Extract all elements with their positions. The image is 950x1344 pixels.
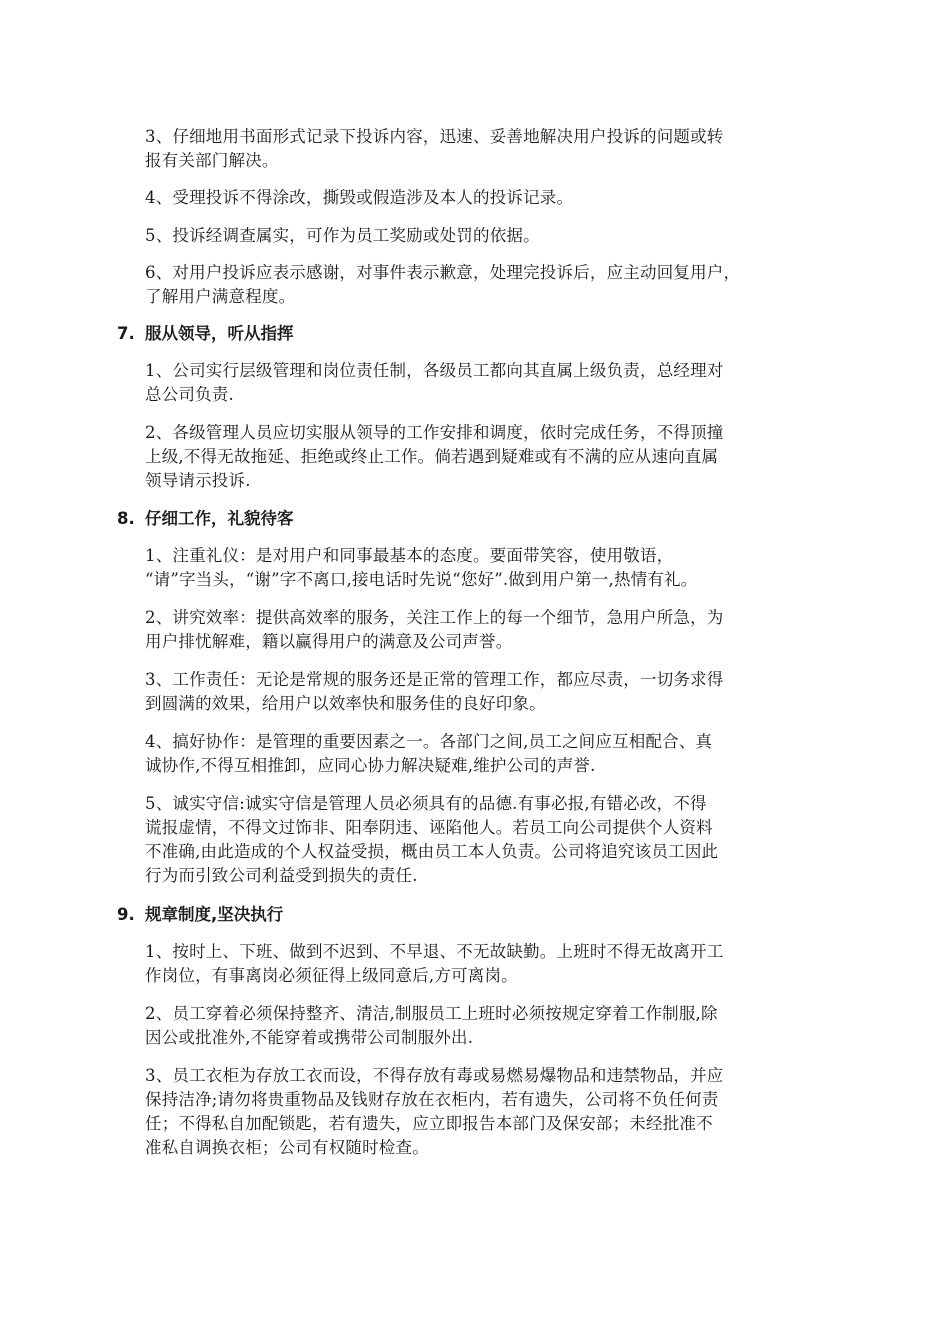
text-line: 谎报虚情，不得文过饰非、阳奉阴违、诬陷他人。若员工向公司提供个人资料 (145, 818, 713, 837)
text-line: 上级,不得无故拖延、拒绝或终止工作。倘若遇到疑难或有不满的应从速向直属 (145, 447, 719, 466)
text-line: 4、搞好协作：是管理的重要因素之一。各部门之间,员工之间应互相配合、真 (145, 732, 713, 751)
text-line: 3、工作责任：无论是常规的服务还是正常的管理工作，都应尽责，一切务求得 (145, 670, 724, 689)
section-title: 服从领导，听从指挥 (145, 324, 294, 343)
text-line: 3、仔细地用书面形式记录下投诉内容，迅速、妥善地解决用户投诉的问题或转 (145, 127, 724, 146)
text-line: 到圆满的效果，给用户以效率快和服务佳的良好印象。 (145, 694, 546, 713)
paragraph-rules-1 (145, 940, 820, 988)
text-line: 领导请示投诉. (145, 471, 251, 490)
section-number: 9. (117, 905, 135, 924)
text-line: 3、员工衣柜为存放工衣而设，不得存放有毒或易燃易爆物品和违禁物品，并应 (145, 1066, 724, 1085)
section-title: 规章制度,坚决执行 (145, 905, 284, 924)
paragraph-leadership-2 (145, 421, 820, 493)
text-line: 2、各级管理人员应切实服从领导的工作安排和调度，依时完成任务，不得顶撞 (145, 423, 724, 442)
section-heading-9 (117, 903, 283, 927)
text-line: 总公司负责. (145, 385, 234, 404)
text-line: 作岗位，有事离岗必须征得上级同意后,方可离岗。 (145, 966, 518, 985)
text-line: 1、公司实行层级管理和岗位责任制，各级员工都向其直属上级负责，总经理对 (145, 361, 724, 380)
text-line: 不准确,由此造成的个人权益受损，概由员工本人负责。公司将追究该员工因此 (145, 842, 719, 861)
text-line: 1、注重礼仪：是对用户和同事最基本的态度。要面带笑容，使用敬语， (145, 546, 674, 565)
text-line: 6、对用户投诉应表示感谢，对事件表示歉意，处理完投诉后，应主动回复用户， (145, 263, 741, 282)
paragraph-complaint-4 (145, 186, 820, 210)
paragraph-rules-2 (145, 1002, 820, 1050)
paragraph-courtesy-5 (145, 792, 820, 888)
text-line: 用户排忧解难，籍以赢得用户的满意及公司声誉。 (145, 632, 513, 651)
text-line: 报有关部门解决。 (145, 151, 279, 170)
text-line: 了解用户满意程度。 (145, 287, 296, 306)
text-line: 2、讲究效率：提供高效率的服务，关注工作上的每一个细节，急用户所急，为 (145, 608, 724, 627)
paragraph-complaint-5 (145, 224, 820, 248)
paragraph-complaint-6 (145, 261, 820, 309)
paragraph-courtesy-3 (145, 668, 820, 716)
paragraph-complaint-3 (145, 125, 820, 173)
paragraph-leadership-1 (145, 359, 820, 407)
text-line: 4、受理投诉不得涂改，撕毁或假造涉及本人的投诉记录。 (145, 188, 574, 207)
text-line: 保持洁净;请勿将贵重物品及钱财存放在衣柜内，若有遗失，公司将不负任何责 (145, 1090, 719, 1109)
text-line: 任；不得私自加配锁匙，若有遗失，应立即报告本部门及保安部；未经批准不 (145, 1114, 713, 1133)
paragraph-courtesy-1 (145, 544, 820, 592)
section-heading-7 (117, 322, 294, 346)
text-line: 因公或批准外,不能穿着或携带公司制服外出. (145, 1028, 474, 1047)
section-number: 8. (117, 509, 135, 528)
section-number: 7. (117, 324, 135, 343)
text-line: 诚协作,不得互相推卸，应同心协力解决疑难,维护公司的声誉. (145, 756, 596, 775)
section-title: 仔细工作，礼貌待客 (145, 509, 294, 528)
text-line: 1、按时上、下班、做到不迟到、不早退、不无故缺勤。上班时不得无故离开工 (145, 942, 724, 961)
text-line: 5、投诉经调查属实，可作为员工奖励或处罚的依据。 (145, 226, 540, 245)
text-line: “请”字当头，“谢”字不离口,接电话时先说“您好”.做到用户第一,热情有礼。 (145, 570, 698, 589)
paragraph-courtesy-4 (145, 730, 820, 778)
section-heading-8 (117, 507, 294, 531)
text-line: 2、员工穿着必须保持整齐、清洁,制服员工上班时必须按规定穿着工作制服,除 (145, 1004, 718, 1023)
text-line: 行为而引致公司利益受到损失的责任. (145, 866, 418, 885)
paragraph-courtesy-2 (145, 606, 820, 654)
text-line: 5、诚实守信:诚实守信是管理人员必须具有的品德.有事必报,有错必改，不得 (145, 794, 707, 813)
text-line: 准私自调换衣柜；公司有权随时检查。 (145, 1138, 429, 1157)
paragraph-rules-3 (145, 1064, 820, 1160)
